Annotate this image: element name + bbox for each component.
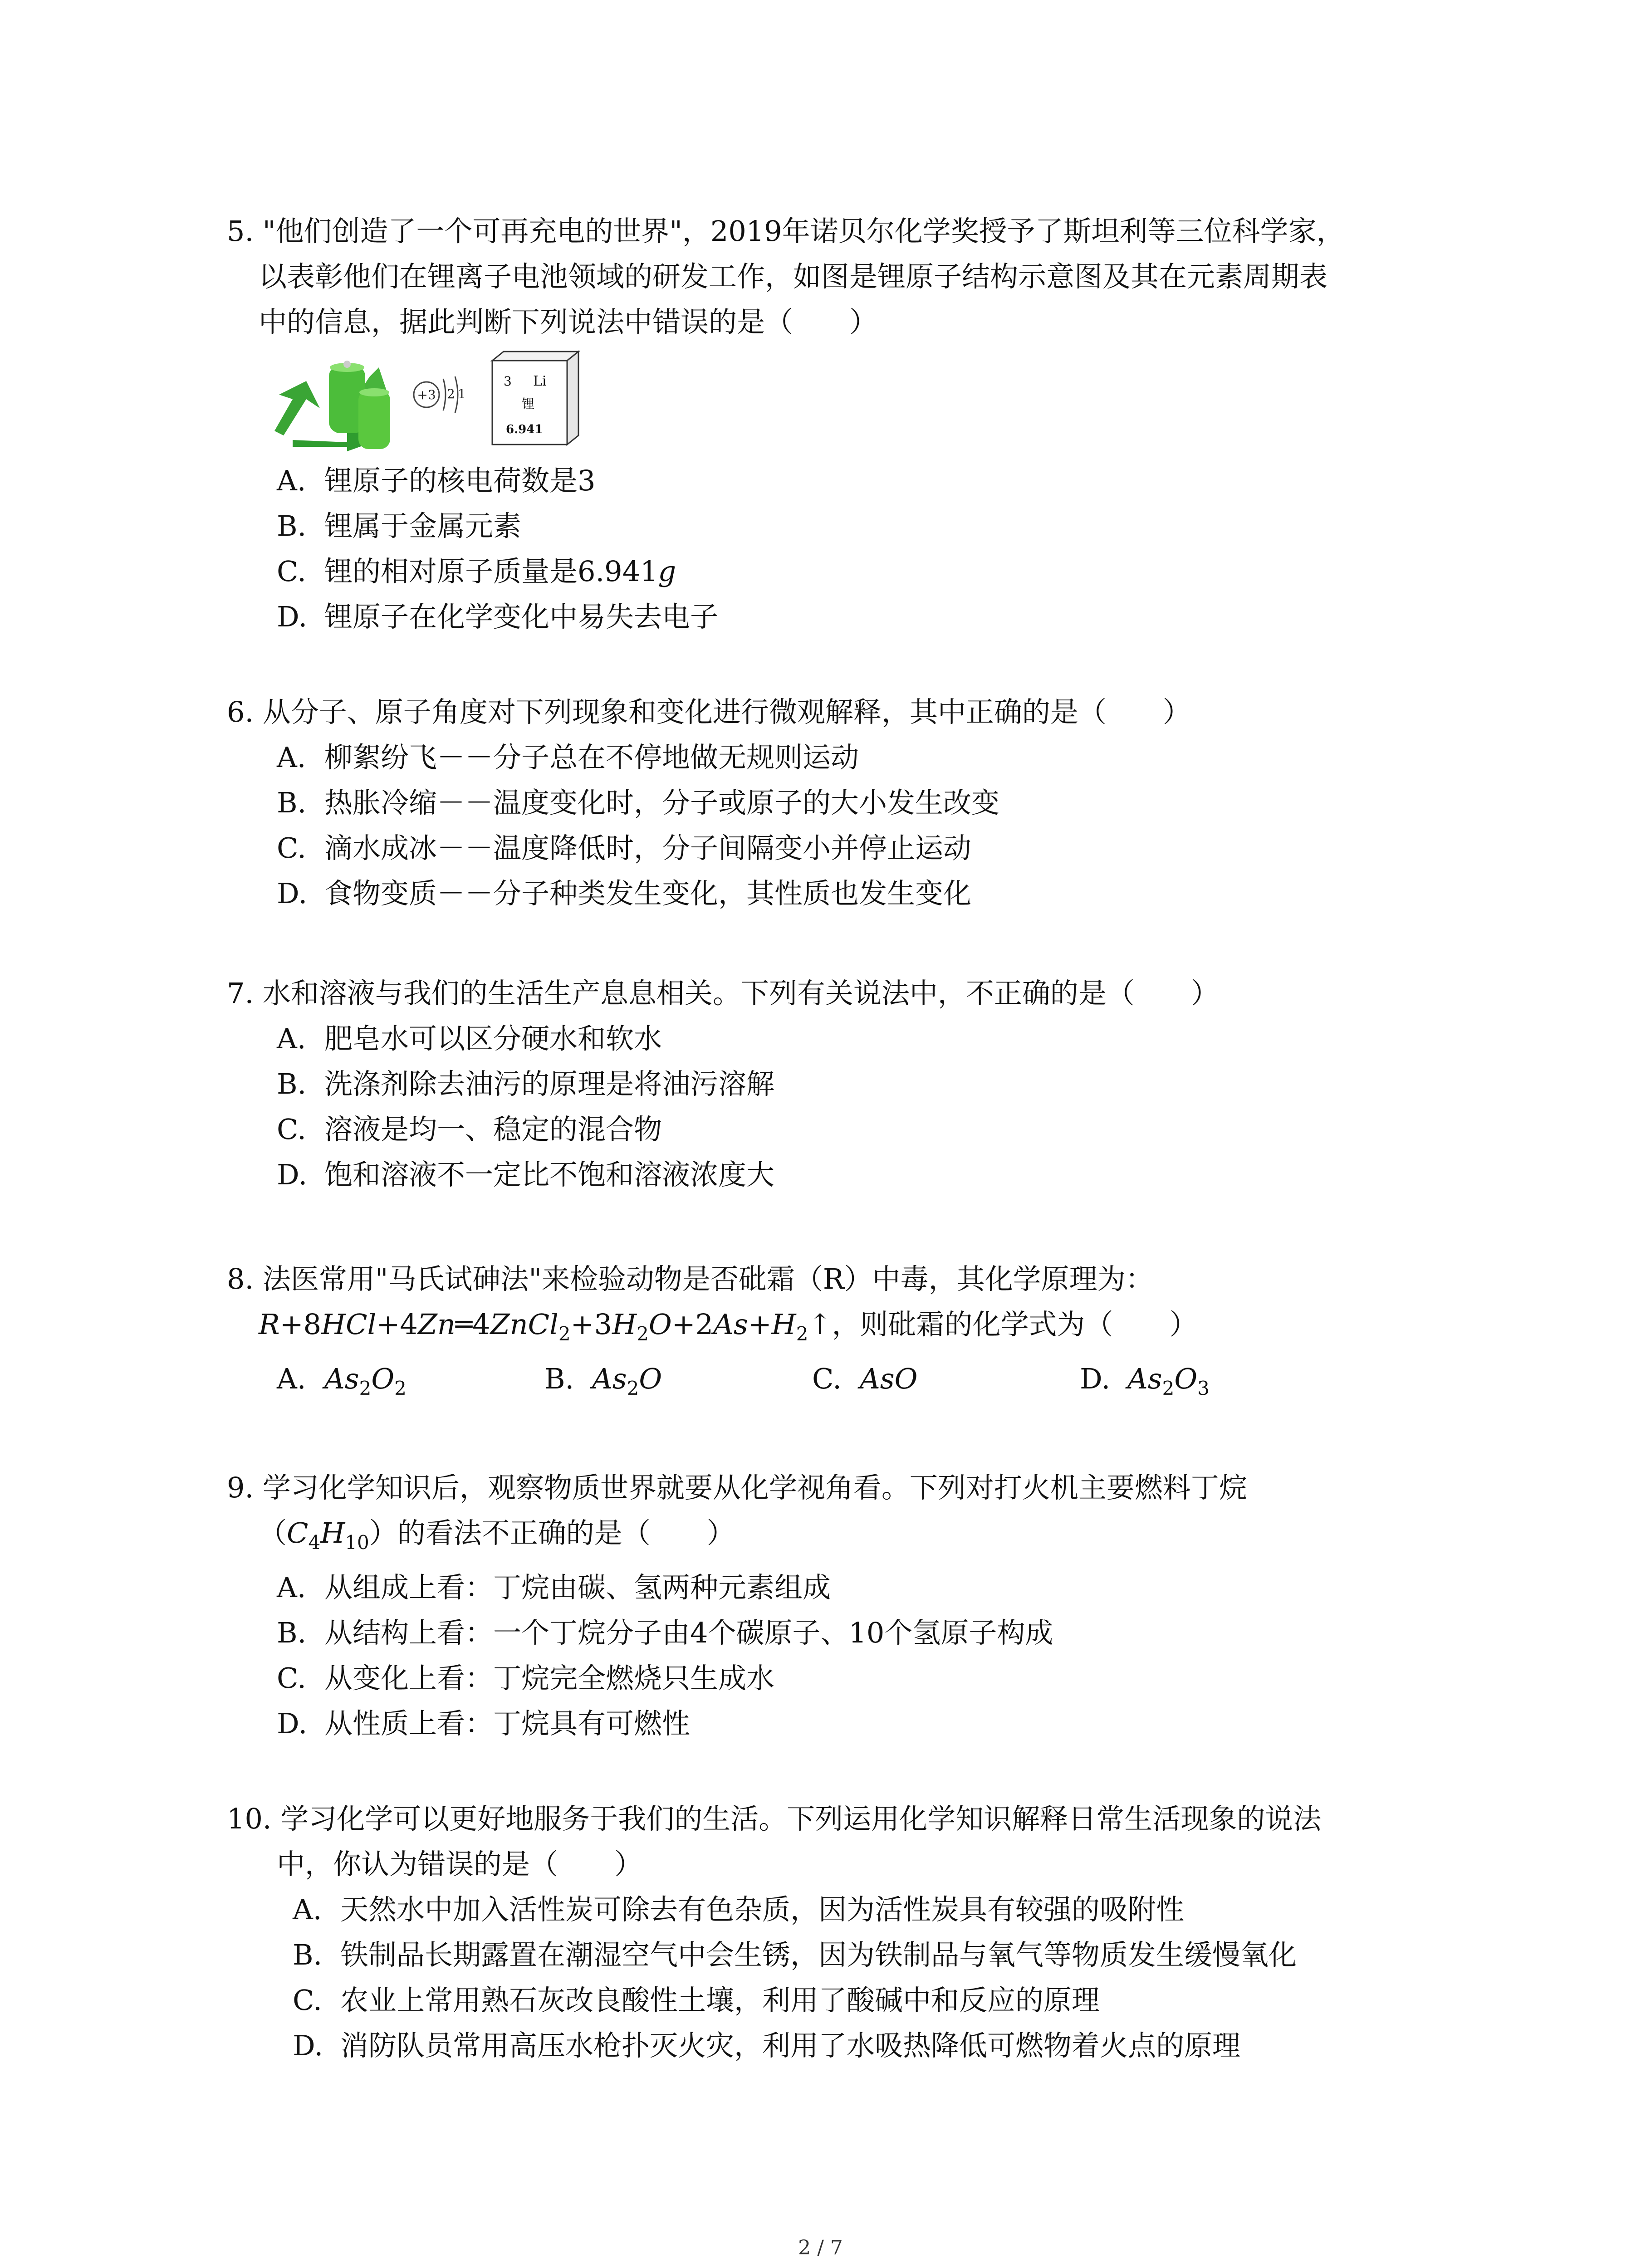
option-b[interactable] — [544, 1361, 662, 1407]
option-label: A. — [277, 1571, 306, 1604]
option-label: B. — [277, 509, 307, 543]
option-text: 滴水成冰－－温度降低时，分子间隔变小并停止运动 — [324, 831, 972, 865]
option-label: B. — [277, 1616, 307, 1649]
option-text: 从结构上看：一个丁烷分子由4个碳原子、10个氢原子构成 — [324, 1616, 1053, 1649]
option-b[interactable] — [277, 508, 521, 544]
option-d[interactable] — [277, 875, 971, 912]
option-formula: $As_2O_3$ — [1127, 1362, 1210, 1399]
option-d[interactable] — [277, 599, 718, 635]
nucleus-charge: +3 — [417, 387, 436, 402]
question-stem: 9. 学习化学知识后，观察物质世界就要从化学视角看。下列对打火机主要燃料丁烷 — [227, 1471, 1247, 1504]
shell2-electrons: 1 — [458, 386, 466, 401]
option-label: A. — [277, 741, 306, 774]
option-d[interactable] — [277, 1706, 690, 1742]
option-label: C. — [277, 555, 306, 588]
option-text: 天然水中加入活性炭可除去有色杂质，因为活性炭具有较强的吸附性 — [340, 1893, 1185, 1926]
option-b[interactable] — [277, 1066, 774, 1102]
equation-tail: ，则砒霜的化学式为（ ） — [832, 1308, 1198, 1341]
option-text: 饱和溶液不一定比不饱和溶液浓度大 — [324, 1158, 775, 1191]
option-text: 锂原子的核电荷数是3 — [324, 464, 596, 497]
option-text: 锂的相对原子质量是6.941 — [324, 555, 658, 588]
question-stem: 8. 法医常用"马氏试砷法"来检验动物是否砒霜（R）中毒，其化学原理为： — [227, 1262, 1154, 1295]
option-label: A. — [293, 1893, 322, 1926]
option-b[interactable] — [277, 785, 999, 821]
option-a[interactable] — [277, 1021, 662, 1057]
option-formula: $As_2O_2$ — [324, 1362, 407, 1399]
option-c[interactable] — [277, 1111, 662, 1148]
option-label: C. — [277, 1113, 306, 1146]
option-c[interactable] — [277, 1660, 774, 1696]
option-label: D. — [277, 877, 308, 910]
question-stem: 以表彰他们在锂离子电池领域的研发工作，如图是锂原子结构示意图及其在元素周期表 — [259, 260, 1328, 293]
option-d[interactable] — [277, 1157, 774, 1193]
option-label: C. — [277, 831, 306, 865]
option-text: 食物变质－－分子种类发生变化，其性质也发生变化 — [324, 877, 972, 910]
option-label: D. — [277, 1158, 308, 1191]
recycle-battery-image — [265, 349, 402, 454]
option-text: 铁制品长期露置在潮湿空气中会生锈，因为铁制品与氧气等物质发生缓慢氧化 — [340, 1938, 1297, 1971]
question-stem: 6. 从分子、原子角度对下列现象和变化进行微观解释，其中正确的是（ ） — [227, 695, 1191, 728]
option-text: 从性质上看：丁烷具有可燃性 — [324, 1707, 691, 1740]
periodic-table-cell — [492, 352, 578, 445]
atom-structure-diagram — [414, 376, 466, 413]
option-label: A. — [277, 1362, 306, 1395]
option-c[interactable] — [293, 1982, 1100, 2019]
option-text: 农业上常用熟石灰改良酸性土壤，利用了酸碱中和反应的原理 — [340, 1984, 1100, 2017]
lithium-figure — [265, 349, 583, 454]
option-c[interactable] — [277, 830, 971, 866]
option-label: D. — [277, 600, 308, 633]
option-text: 洗涤剂除去油污的原理是将油污溶解 — [324, 1067, 775, 1100]
element-mass: 6.941 — [506, 423, 543, 436]
option-a[interactable] — [277, 1569, 831, 1606]
page-number: 2 / 7 — [798, 2236, 843, 2259]
option-a[interactable] — [277, 463, 595, 499]
option-text: 从变化上看：丁烷完全燃烧只生成水 — [324, 1662, 775, 1695]
element-number: 3 — [504, 374, 512, 389]
option-b[interactable] — [277, 1615, 1053, 1651]
option-unit: g — [658, 555, 676, 588]
question-stem: 中的信息，据此判断下列说法中错误的是（ ） — [259, 305, 878, 338]
option-a[interactable] — [277, 739, 859, 776]
element-symbol: Li — [533, 373, 547, 389]
option-label: B. — [277, 786, 307, 819]
option-label: B. — [544, 1362, 574, 1395]
question-stem: 7. 水和溶液与我们的生活生产息息相关。下列有关说法中，不正确的是（ ） — [227, 977, 1219, 1010]
option-text: 锂属于金属元素 — [324, 509, 522, 543]
option-label: D. — [293, 2029, 323, 2062]
option-label: C. — [293, 1984, 322, 2017]
option-label: D. — [1080, 1362, 1111, 1395]
question-stem: 中，你认为错误的是（ ） — [277, 1848, 643, 1881]
option-text: 消防队员常用高压水枪扑灭火灾，利用了水吸热降低可燃物着火点的原理 — [340, 2029, 1241, 2062]
option-label: D. — [277, 1707, 308, 1740]
option-d[interactable] — [1080, 1361, 1210, 1407]
option-c[interactable] — [277, 553, 676, 590]
option-b[interactable] — [293, 1937, 1297, 1973]
option-text: 柳絮纷飞－－分子总在不停地做无规则运动 — [324, 741, 859, 774]
option-formula: AsO — [860, 1362, 918, 1395]
question-stem: 5. "他们创造了一个可再充电的世界"，2019年诺贝尔化学奖授予了斯坦利等三位科学家， — [227, 215, 1345, 248]
option-text: 锂原子在化学变化中易失去电子 — [324, 600, 719, 633]
option-c[interactable] — [812, 1361, 917, 1397]
option-text: 肥皂水可以区分硬水和软水 — [324, 1022, 662, 1055]
option-a[interactable] — [293, 1892, 1184, 1928]
option-text: 溶液是均一、稳定的混合物 — [324, 1113, 662, 1146]
option-d[interactable] — [293, 2028, 1240, 2064]
question-stem: $(C_4H_{10})$的看法不正确的是（ ） — [259, 1516, 735, 1554]
shell1-electrons: 2 — [447, 386, 455, 401]
option-label: A. — [277, 464, 306, 497]
option-label: B. — [293, 1938, 323, 1971]
option-a[interactable] — [277, 1361, 407, 1407]
option-label: B. — [277, 1067, 307, 1100]
question-stem: 10. 学习化学可以更好地服务于我们的生活。下列运用化学知识解释日常生活现象的说法 — [227, 1802, 1322, 1835]
option-text: 从组成上看：丁烷由碳、氢两种元素组成 — [324, 1571, 831, 1604]
option-label: C. — [812, 1362, 842, 1395]
option-label: C. — [277, 1662, 306, 1695]
option-text: 热胀冷缩－－温度变化时，分子或原子的大小发生改变 — [324, 786, 1000, 819]
option-formula: $As_2O$ — [592, 1362, 662, 1399]
option-label: A. — [277, 1022, 306, 1055]
element-name: 锂 — [522, 396, 535, 411]
reaction-equation: $R+8HCl+4Zn═4ZnCl_2+3H_2O+2As+H_2↑$，则砒霜的化学式为（ ） — [259, 1308, 1198, 1345]
